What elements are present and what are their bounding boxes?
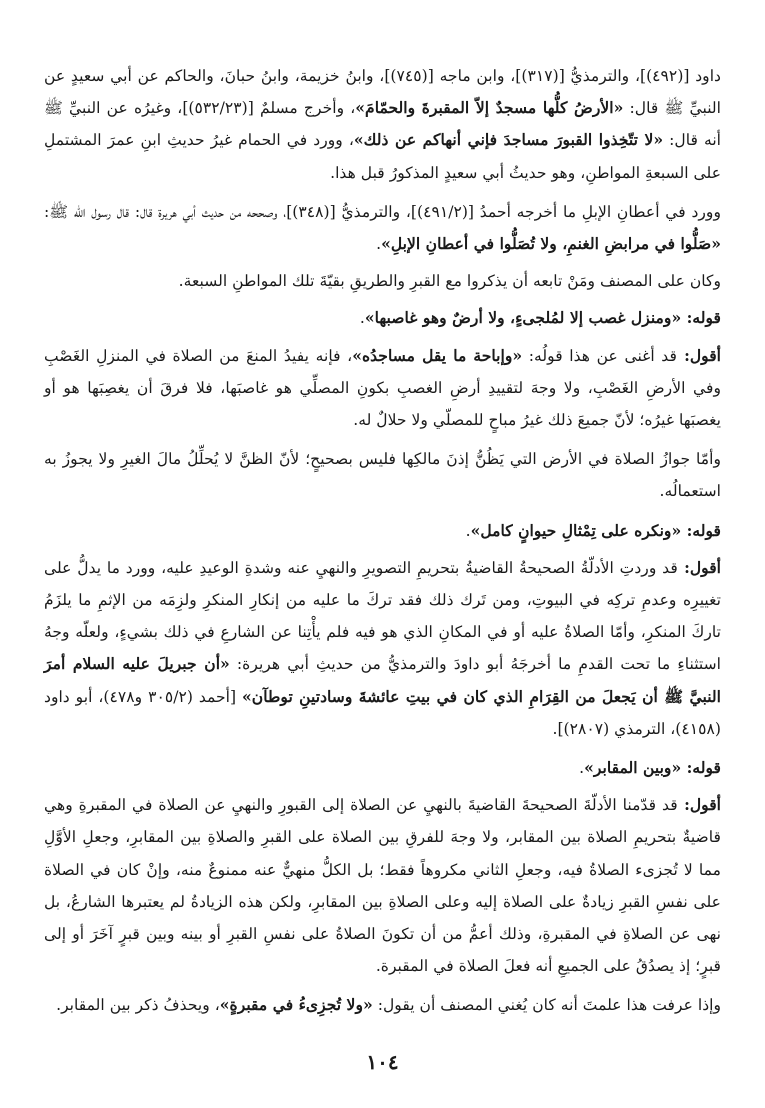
paragraph-usurped-land xyxy=(44,340,721,437)
paragraph-camel-pens xyxy=(44,196,721,260)
text-run: وأمّا جوازُ الصلاة في الأرض التي يَظُنُّ إذنَ مالكِها فليس بصحيحٍ؛ لأنّ الظنَّ لا يُحلِّلُ مالَ الغيرِ ولا يجوزُ به استعمالُه. xyxy=(44,450,721,501)
text-run: وورد في أعطانِ الإبلِ ما أخرجه أحمدُ [(٤٩١/٢)]، والترمذيُّ [(٣٤٨)]، وصححه من حديث أبي هريرة قال: قال رسول الله ﷺ: xyxy=(44,202,721,221)
aqul-label: أقول: xyxy=(677,557,721,577)
quote: «ولا تُجزِىءُ في مقبرةٍ» xyxy=(219,995,373,1015)
hadith-quote: «صَلُّوا في مرابضِ الغنمِ، ولا تُصَلُّوا في أعطانِ الإبلِ» xyxy=(381,234,721,254)
paragraph-seven-places xyxy=(44,265,721,297)
text-run: . xyxy=(465,521,471,540)
section-heading: قوله: «ومنزل غصب إلا لمُلجىءٍ، ولا أرضٌ وهو غاصبها» xyxy=(364,308,721,328)
quote: «وإباحة ما يقل مساجدُه» xyxy=(352,345,523,365)
aqul-label: أقول: xyxy=(676,345,721,365)
section-heading: قوله: «ونكره على تِمْثالِ حيوانٍ كامل» xyxy=(470,520,721,540)
paragraph-images xyxy=(44,552,721,745)
hadith-quote: «لا تتّخِذوا القبورَ مساجدَ فإني أنهاكم عن ذلك» xyxy=(353,130,664,150)
text-run: قد وردتِ الأدلّةُ الصحيحةُ القاضيةُ بتحريمِ التصويرِ والنهيِ عنه وشدةِ الوعيدِ عليه، وورد ما يدلُّ على تغييرِه وعدمِ تركِه في البيوتِ، ومن تَرك ذلك فقد تركَ ما عليه من إنكارِ المنكرِ ولزِمَه من الإثمِ ما يلزَمُ تاركَ المنكرِ، وأمّا الصلاةُ عليه أو في المكانِ الذي هو فيه فلم يأْتِنا عن الشارعِ في ذلك بشيءٍ، ولعلّه وجهُ استثناءِ ما تحت القدمِ ما أخرجَهُ أبو داودَ والترمذيُّ من حديثِ أبي هريرة: xyxy=(44,558,722,674)
heading-usurped-house xyxy=(44,302,721,334)
hadith-quote: «الأرضُ كلُّها مسجدٌ إلاّ المقبرةَ والحمّامَ» xyxy=(355,98,624,118)
text-run: داود [(٤٩٢)]، والترمذيُّ [(٣١٧)]، وابن ماجه [(٧٤٥)]، وابنُ خزيمة، وابنُ حبانَ، والحاكم عن أبي سعيدٍ عن النبيِّ ﷺ قال: xyxy=(44,67,721,118)
aqul-label: أقول: xyxy=(677,795,722,815)
text-run: . xyxy=(359,309,365,328)
text-run: ، وورد في الحمام غيرُ حديثِ ابنِ عمرَ المشتملِ على السبعةِ المواطنِ، وهو حديثُ أبي سعيدٍ المذكورُ قبل هذا. xyxy=(44,131,721,182)
hadith-quote: «أن جبريلَ عليه السلام أمرَ النبيَّ ﷺ أن يَجعلَ من القِرَامِ الذي كان في بيتِ عائشةَ وسادتينِ توطآن» xyxy=(44,654,721,706)
paragraph-graveyard xyxy=(44,789,721,982)
paragraph-conclusion xyxy=(44,989,721,1021)
section-heading: قوله: «وبين المقابر» xyxy=(584,758,721,778)
text-run: . xyxy=(376,235,382,254)
text-run: وإذا عرفت هذا علمتَ أنه كان يُغني المصنف أن يقول: xyxy=(372,996,721,1015)
page-number: ١٠٤ xyxy=(366,1050,399,1074)
text-run: ، ويحذفُ ذكر بين المقابر. xyxy=(56,996,220,1015)
heading-statue xyxy=(44,515,721,547)
text-run: قد قدّمنا الأدلّةَ الصحيحةَ القاضيةَ بالنهيِ عن الصلاة إلى القبورِ والنهيِ عن الصلاة في المقبرةِ وهي قاضيةٌ بتحريمِ الصلاة بين المقابر، ولا وجهَ للفرقِ بين الصلاة على القبرِ والصلاةِ بين المقابرِ، وجعلِ الأوَّلِ مما لا تُجزىء الصلاةُ فيه، وجعلِ الثاني مكروهاً فقط؛ بل الكلُّ منهيٌّ عنه ممنوعٌ منه، وإنْ كان في الصلاة على نفسِ القبرِ زيادةٌ على الصلاة إليه وعلى الصلاةِ بين المقابرِ، ولكن هذه الزيادةُ لم يعتبرها الشارعُ، بل نهى عن الصلاةِ في المقبرةِ، وذلك أعمُّ من أن تكونَ الصلاةُ على نفسِ القبرِ أو بينه وبين قبرٍ آخَرَ أو إلى قبرٍ؛ إذ يصدُقُ على الجميعِ أنه فعلَ الصلاة في المقبرة. xyxy=(44,796,721,976)
heading-between-graves xyxy=(44,752,721,784)
text-run: قد أغنى عن هذا قولُه: xyxy=(522,346,677,365)
text-run: ، فإنه يفيدُ المنعَ من الصلاة في المنزلِ الغَصْبِ وفي الأرضِ الغَصْبِ، ولا وجهَ لتقييدِ أرضِ الغصبِ بكونِ المصلِّي هو غاصبَها، فلا فرقَ أن يغصِبَها هو أو يغصبَها غيرُه؛ لأنّ جميعَ ذلك غيرُ مباحٍ للمصلّي ولا حلالٌ له. xyxy=(44,346,721,430)
citation: [أحمد (٣٠٥/٢ و٤٧٨)، أبو داود (٤١٥٨)، الترمذي (٢٨٠٧)]. xyxy=(44,687,721,738)
paragraph-hadith-sources xyxy=(44,60,721,189)
text-run: ، وأخرج مسلمٌ [(٥٣٢/٢٣)]، وغيرُه عن النبيِّ ﷺ أنه قال: xyxy=(44,99,721,150)
paragraph-presumed-permission xyxy=(44,443,721,507)
text-run: . xyxy=(579,759,585,778)
text-run: وكان على المصنف ومَنْ تابعه أن يذكروا مع القبرِ والطريقِ بقيّةَ تلك المواطنِ السبعة. xyxy=(178,272,721,291)
